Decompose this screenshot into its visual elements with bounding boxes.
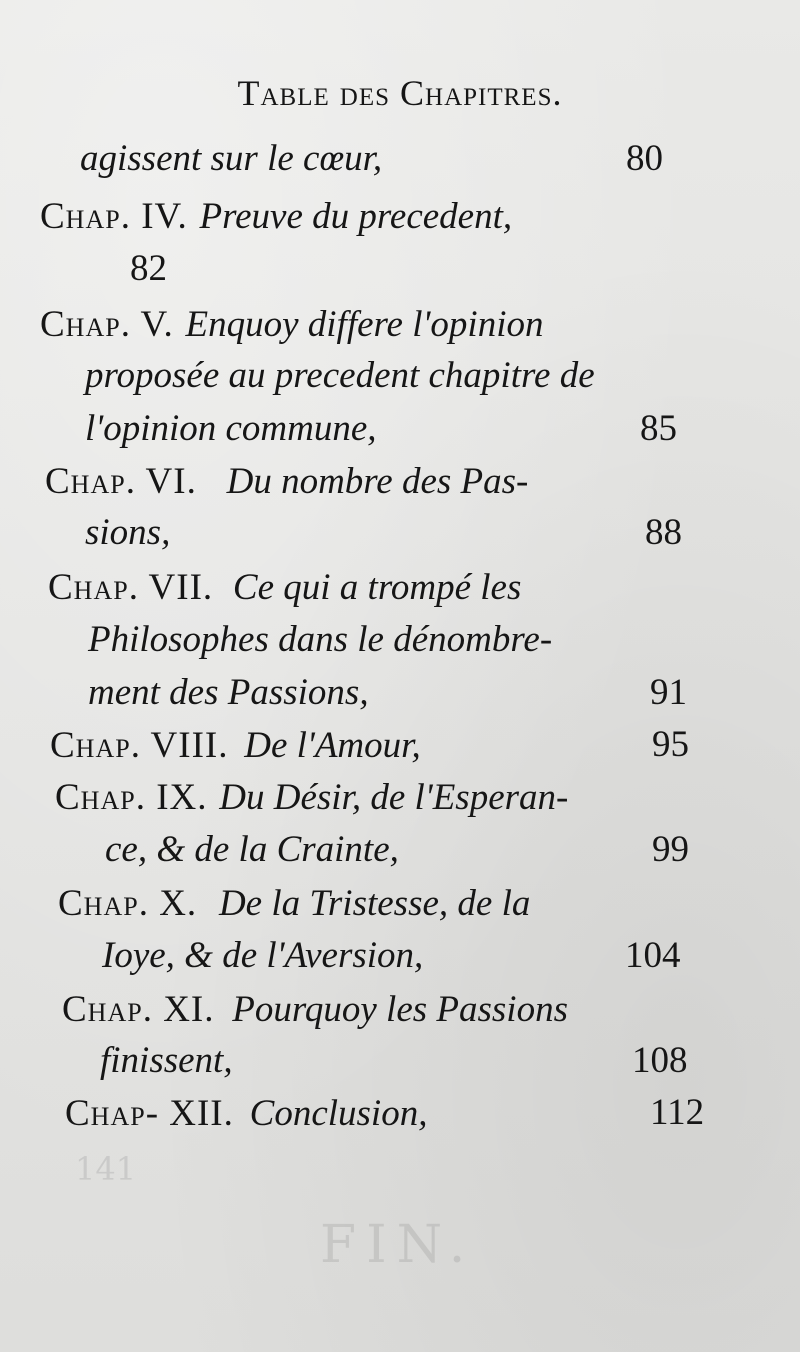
toc-entry	[48, 568, 521, 606]
toc-page-number: 91	[650, 672, 687, 713]
toc-entry	[55, 778, 568, 816]
chapter-label: Chap. XI.	[62, 989, 215, 1030]
toc-entry	[40, 305, 544, 343]
bleed-through-text: 141	[75, 1150, 137, 1188]
chapter-label: Chap. IV.	[40, 196, 188, 237]
toc-entry-text: Pourquoy les Passions	[232, 989, 568, 1030]
toc-entry-text: Enquoy differe l'opinion	[185, 304, 544, 345]
toc-page-number: 104	[625, 935, 681, 976]
toc-entry-continuation: finissent,	[100, 1040, 233, 1081]
toc-page-number: 99	[652, 829, 689, 870]
toc-page-number: 108	[632, 1040, 688, 1081]
toc-entry	[65, 1094, 427, 1132]
toc-page-number: 112	[650, 1092, 705, 1133]
toc-entry-text: agissent sur le cœur,	[80, 138, 383, 179]
toc-entry-text: De l'Amour,	[244, 725, 421, 766]
toc-entry-text: Du Désir, de l'Esperan-	[219, 777, 569, 818]
toc-page-number: 82	[130, 248, 167, 289]
toc-entry-continuation: Ioye, & de l'Aversion,	[102, 935, 424, 976]
toc-entry-text: Du nombre des Pas-	[226, 461, 529, 502]
toc-entry-text: Ce qui a trompé les	[232, 567, 522, 608]
toc-entry	[58, 884, 530, 922]
bleed-through-text: FIN.	[320, 1215, 476, 1275]
chapter-label: Chap. IX.	[55, 777, 208, 818]
toc-entry-continuation: ment des Passions,	[88, 672, 369, 713]
chapter-label: Chap. VIII.	[50, 725, 229, 766]
chapter-label: Chap- XII.	[65, 1093, 234, 1134]
toc-entry-continuation: ce, & de la Crainte,	[105, 829, 399, 870]
chapter-label: Chap. V.	[40, 304, 174, 345]
toc-entry	[62, 990, 568, 1028]
toc-page-number: 88	[645, 512, 682, 553]
toc-entry	[40, 197, 512, 235]
toc-entry-continuation: l'opinion commune,	[85, 408, 377, 449]
toc-entry	[50, 726, 421, 764]
toc-entry-text: Conclusion,	[249, 1093, 428, 1134]
toc-page-number: 80	[626, 138, 663, 179]
chapter-label: Chap. VI.	[45, 461, 197, 502]
chapter-label: Chap. X.	[58, 883, 198, 924]
toc-page-number: 85	[640, 408, 677, 449]
toc-entry-continuation: proposée au precedent chapitre de	[85, 355, 595, 396]
toc-entry-text: Preuve du precedent,	[199, 196, 513, 237]
toc-entry-continuation: sions,	[85, 512, 171, 553]
toc-entry-continuation: Philosophes dans le dénombre-	[88, 619, 553, 660]
running-header: Table des Chapitres.	[237, 73, 563, 113]
toc-entry-text: De la Tristesse, de la	[218, 883, 531, 924]
toc-page-number: 95	[652, 724, 689, 765]
chapter-label: Chap. VII.	[48, 567, 214, 608]
toc-entry	[45, 462, 528, 500]
